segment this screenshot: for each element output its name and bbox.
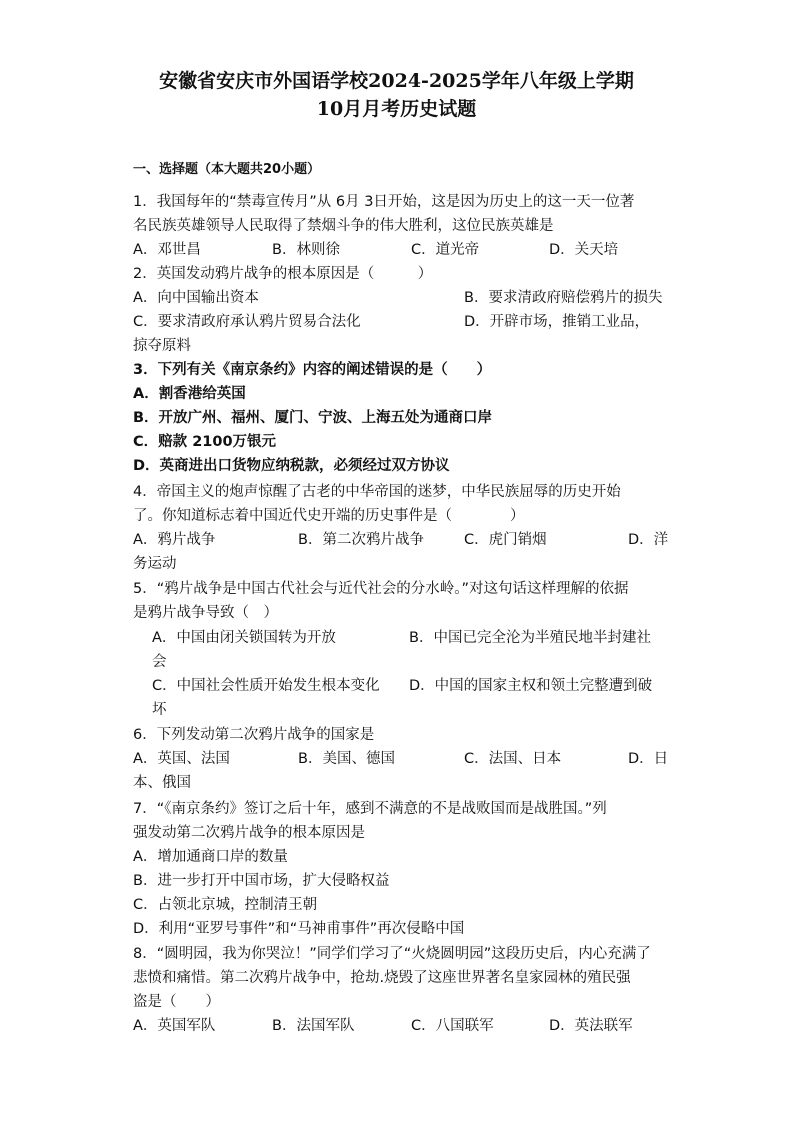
q5-option-d-continued: 坏 [152, 702, 167, 718]
q3-stem: 3．下列有关《南京条约》内容的阐述错误的是（ ） [133, 362, 492, 378]
q4-option-b: B．第二次鸦片战争 [298, 532, 424, 548]
q8-options [133, 1014, 693, 1038]
q3-option-a: A．割香港给英国 [133, 386, 246, 402]
q4-option-d: D．洋 [628, 532, 669, 548]
q4-stem-line1: 4．帝国主义的炮声惊醒了古老的中华帝国的迷梦，中华民族屈辱的历史开始 [133, 484, 621, 500]
q2-stem: 2．英国发动鸦片战争的根本原因是（ ） [133, 266, 433, 282]
q4-option-d-continued: 务运动 [133, 556, 177, 572]
q5-option-a: A．中国由闭关锁国转为开放 [152, 630, 336, 646]
q7-option-b: B．进一步打开中国市场，扩大侵略权益 [133, 873, 390, 889]
q1-option-a: A．邓世昌 [133, 242, 201, 258]
section-heading: 一、选择题（本大题共20小题） [133, 162, 321, 177]
q6-option-c: C．法国、日本 [464, 751, 562, 767]
q5-options-row1 [152, 626, 712, 650]
q6-options [133, 747, 693, 771]
q3-option-b: B．开放广州、福州、厦门、宁波、上海五处为通商口岸 [133, 410, 493, 426]
q4-stem-line2: 了。你知道标志着中国近代史开端的历史事件是（ ） [133, 508, 525, 524]
q6-option-a: A．英国、法国 [133, 751, 230, 767]
q8-option-a: A．英国军队 [133, 1018, 216, 1034]
q8-stem-line3: 盗是（ ） [133, 994, 220, 1010]
q5-stem-line2: 是鸦片战争导致（ ） [133, 605, 278, 621]
q5-option-c: C．中国社会性质开始发生根本变化 [152, 678, 380, 694]
q8-option-d: D．英法联军 [549, 1018, 633, 1034]
q1-stem-line2: 名民族英雄领导人民取得了禁烟斗争的伟大胜利，这位民族英雄是 [133, 218, 554, 234]
q7-stem-line2: 强发动第二次鸦片战争的根本原因是 [133, 825, 365, 841]
q4-options [133, 528, 693, 552]
q5-option-b-continued: 会 [152, 654, 167, 670]
q7-option-a: A．增加通商口岸的数量 [133, 849, 288, 865]
q7-option-d: D．利用“亚罗号事件”和“马神甫事件”再次侵略中国 [133, 921, 465, 937]
q5-options-row2 [152, 674, 712, 698]
q2-option-b: B．要求清政府赔偿鸦片的损失 [464, 290, 663, 306]
q2-option-d-continued: 掠夺原料 [133, 338, 191, 354]
q7-stem-line1: 7．“《南京条约》签订之后十年，感到不满意的不是战败国而是战胜国。”列 [133, 801, 607, 817]
q8-stem-line2: 悲愤和痛惜。第二次鸦片战争中，抢劫.烧毁了这座世界著名皇家园林的殖民强 [133, 970, 631, 986]
q2-options-row2 [133, 310, 693, 334]
q8-option-c: C．八国联军 [411, 1018, 494, 1034]
q2-option-c: C．要求清政府承认鸦片贸易合法化 [133, 314, 361, 330]
q6-option-d: D．日 [628, 751, 669, 767]
q2-option-d: D．开辟市场，推销工业品， [464, 314, 650, 330]
q5-option-b: B．中国已完全沦为半殖民地半封建社 [409, 630, 651, 646]
q8-stem-line1: 8．“圆明园，我为你哭泣！”同学们学习了“火烧圆明园”这段历史后，内心充满了 [133, 946, 651, 962]
q6-stem: 6．下列发动第二次鸦片战争的国家是 [133, 727, 375, 743]
q1-option-b: B．林则徐 [272, 242, 340, 258]
q2-option-a: A．向中国输出资本 [133, 290, 259, 306]
q6-option-b: B．美国、德国 [298, 751, 395, 767]
q6-option-d-continued: 本、俄国 [133, 775, 191, 791]
exam-title-line2: 10月月考历史试题 [316, 98, 477, 120]
q5-stem-line1: 5．“鸦片战争是中国古代社会与近代社会的分水岭。”对这句话这样理解的依据 [133, 581, 629, 597]
exam-title-line1: 安徽省安庆市外国语学校2024-2025学年八年级上学期 [159, 70, 634, 92]
q8-option-b: B．法国军队 [272, 1018, 355, 1034]
q3-option-c: C．赔款 2100万银元 [133, 434, 277, 450]
q4-option-c: C．虎门销烟 [464, 532, 547, 548]
q1-option-d: D．关天培 [549, 242, 619, 258]
q3-option-d: D．英商进出口货物应纳税款，必须经过双方协议 [133, 458, 450, 474]
q1-stem-line1: 1．我国每年的“禁毒宣传月”从 6月 3日开始，这是因为历史上的这一天一位著 [133, 194, 635, 210]
q5-option-d: D．中国的国家主权和领土完整遭到破 [409, 678, 653, 694]
q1-options [133, 238, 693, 262]
q2-options-row1 [133, 286, 693, 310]
q1-option-c: C．道光帝 [411, 242, 480, 258]
q4-option-a: A．鸦片战争 [133, 532, 216, 548]
q7-option-c: C．占领北京城，控制清王朝 [133, 897, 318, 913]
